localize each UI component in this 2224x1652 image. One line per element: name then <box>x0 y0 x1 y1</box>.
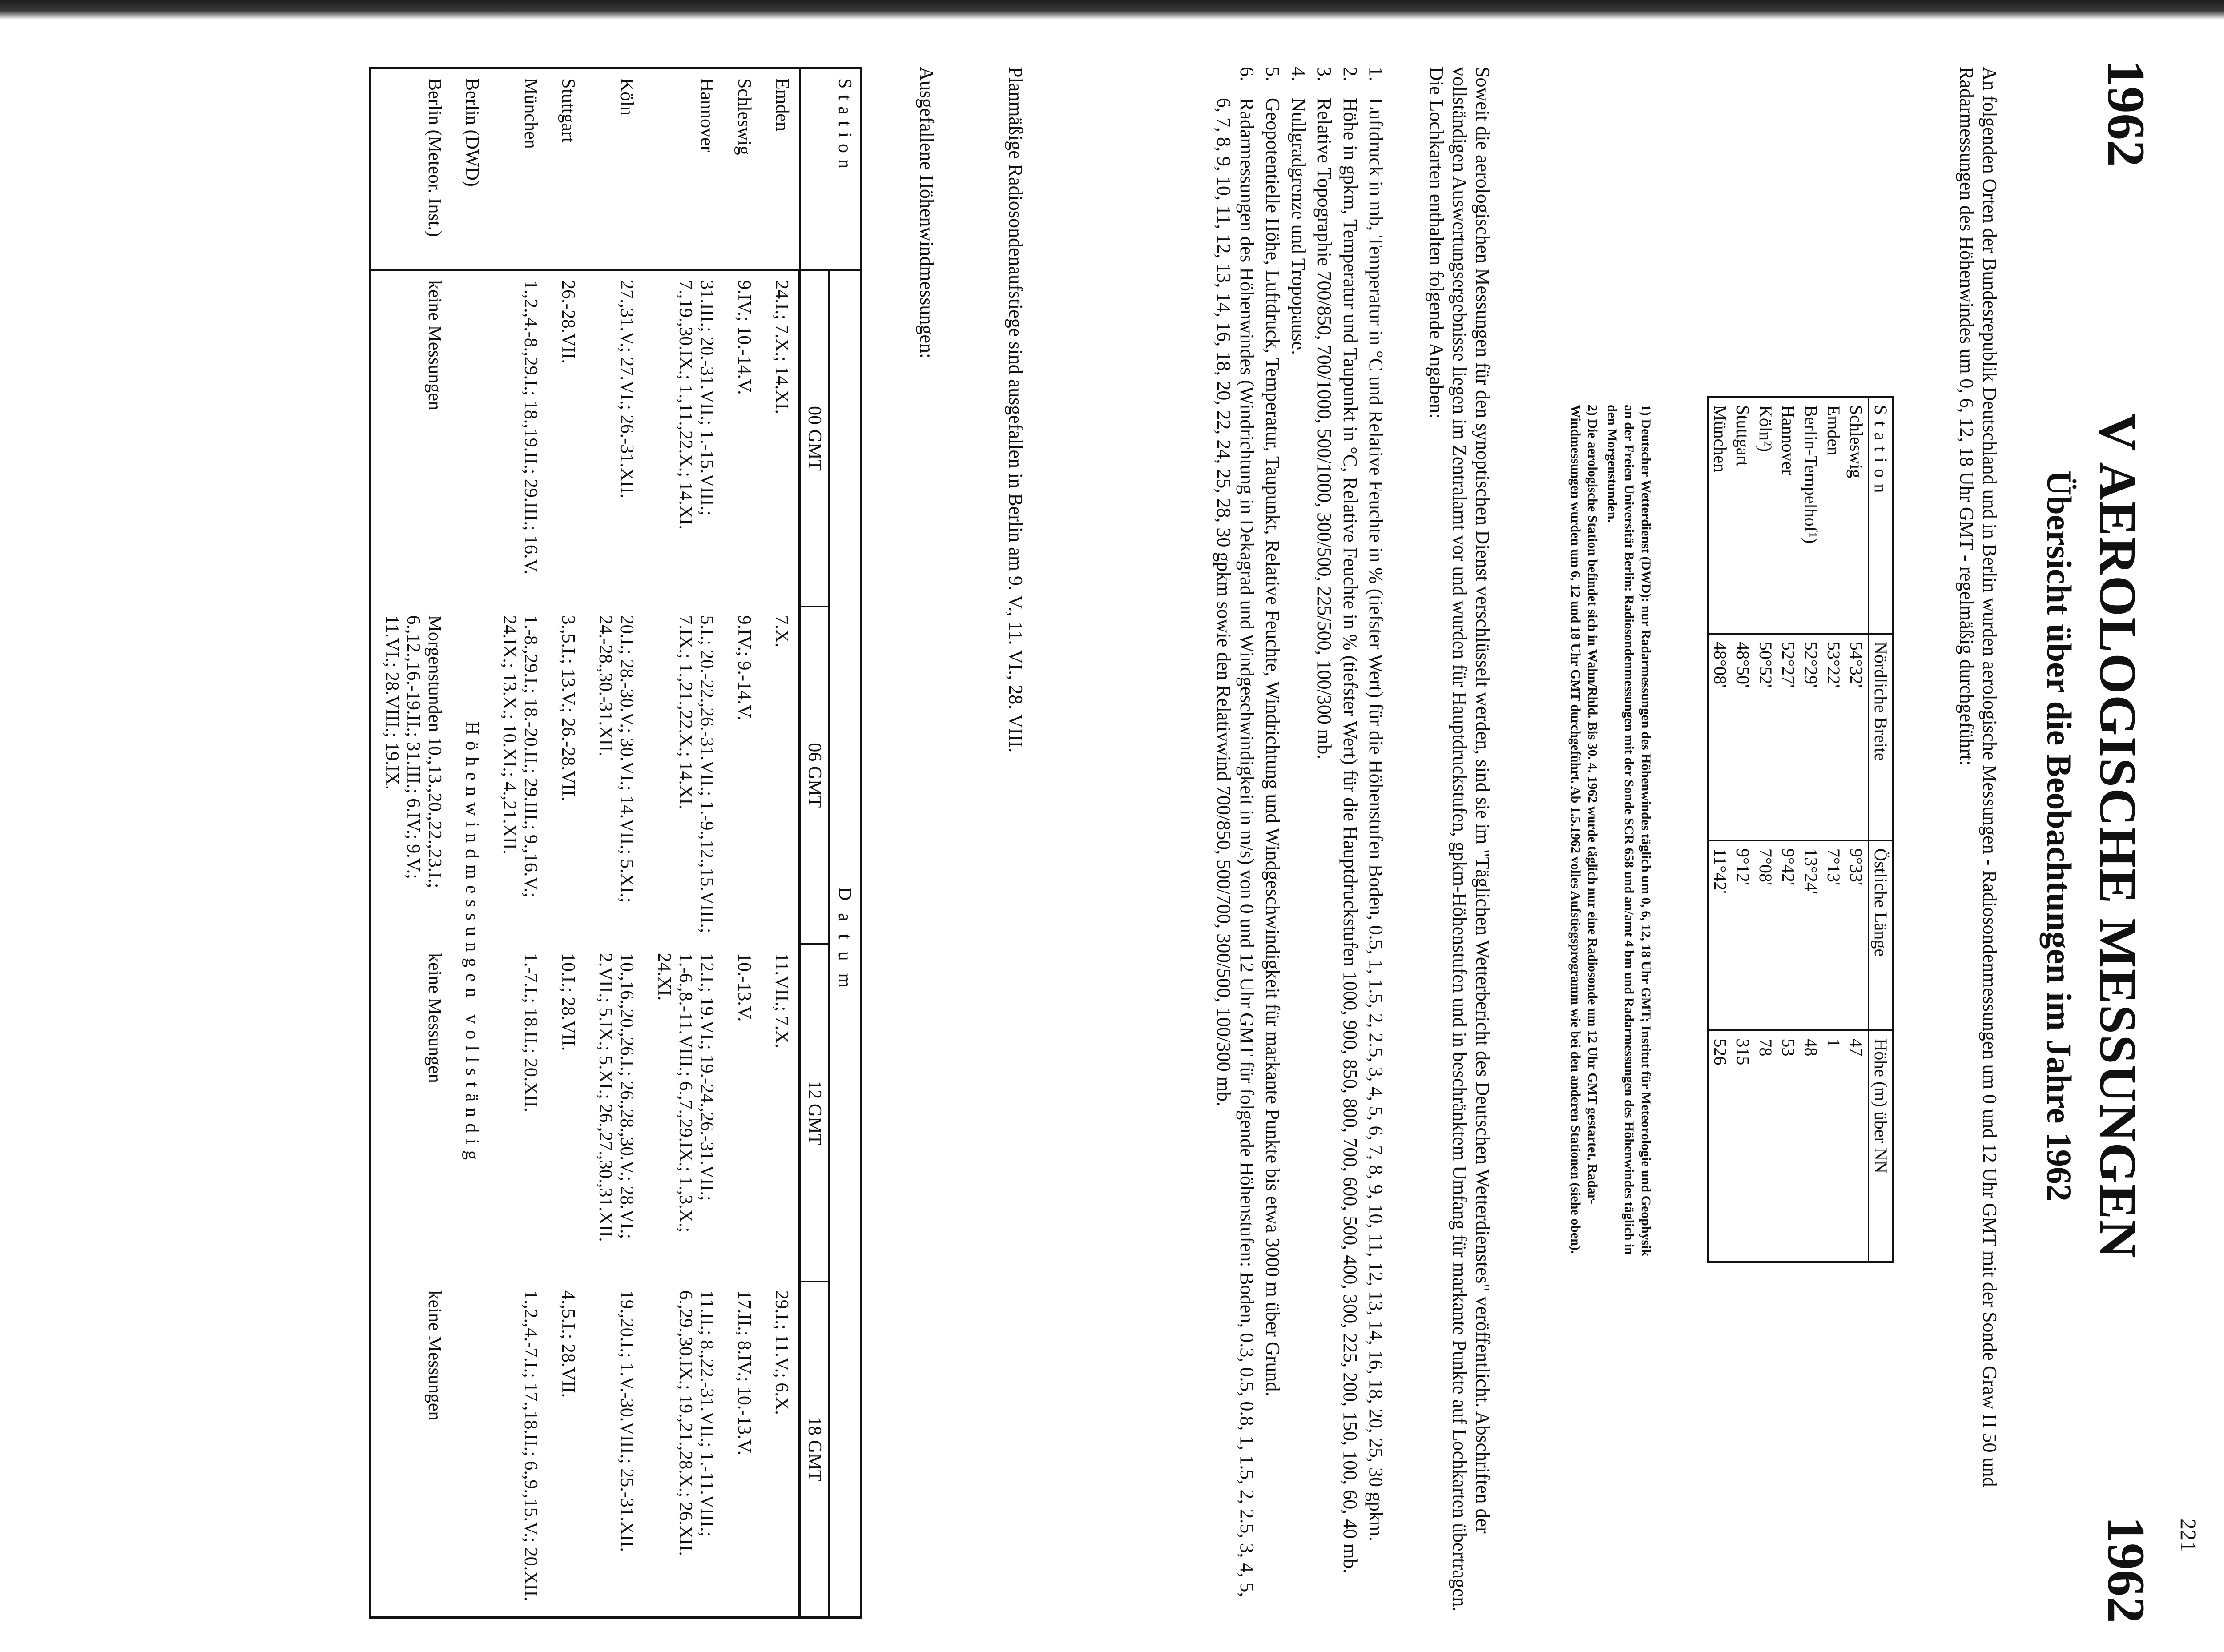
list-item-text: Geopotentielle Höhe, Luftdruck, Temperatur, Taupunkt, Relative Feuchte, Windrichtung und Windgeschwindigkeit für markante Punkte bis etwa 3000 m über Grund. <box>1262 98 1284 1397</box>
table-row <box>548 68 585 1617</box>
coord-footnotes <box>1564 405 1654 1267</box>
date-cell: 10.-13.V. <box>734 953 754 1022</box>
header-18-gmt: 18 GMT <box>800 1282 829 1617</box>
date-cell: 1.,2.,4.-7.I.; 17.,18.II.; 6.,9.,15.V.; 20.XII. <box>520 1290 541 1601</box>
coord-cell-longitude: 9°12' <box>1732 840 1754 1031</box>
coord-table-row <box>1732 397 1754 1262</box>
coord-cell-altitude: 1 <box>1822 1030 1845 1262</box>
station-name-cell: Emden <box>761 68 800 270</box>
coord-cell-longitude: 13°24' <box>1800 840 1822 1031</box>
date-cell: 1.-7.I.; 18.II.; 20.XII. <box>520 953 541 1113</box>
year-header-left: 1962 <box>2097 60 2156 167</box>
punch-card-contents-list <box>1209 67 1387 1614</box>
date-cell: keine Messungen <box>424 953 445 1083</box>
coord-table-row <box>1845 397 1869 1262</box>
list-item-number: 5. <box>1262 67 1284 81</box>
date-cell: 24.I.; 7.X.; 14.XI. <box>771 280 792 414</box>
coord-cell-altitude: 78 <box>1754 1030 1777 1262</box>
coord-cell-altitude: 48 <box>1800 1030 1822 1262</box>
station-name-cell: München <box>489 68 548 270</box>
coord-header-longitude: Östliche Länge <box>1869 840 1894 1031</box>
coord-cell-longitude: 9°42' <box>1777 840 1800 1031</box>
date-cell: 20.I.; 28.-30.V.; 30.VI.; 14.VII.; 5.XI.; 24.-28.,30.-31.XII. <box>595 615 637 903</box>
missing-wind-measurements-title: Ausgefallene Höhenwindmessungen: <box>916 67 938 359</box>
coord-table-body <box>1708 397 1869 1262</box>
station-name-cell: Schleswig <box>724 68 761 270</box>
station-name-cell: Köln <box>585 68 644 270</box>
table-row <box>644 68 724 1617</box>
coord-cell-latitude: 54°32' <box>1845 634 1869 840</box>
coord-cell-station: Stuttgart <box>1733 405 1753 466</box>
list-item <box>1212 67 1258 1614</box>
date-cell: 29.I.; 11.V.; 6.X. <box>771 1290 792 1415</box>
date-cell: 12.I.; 19.VI.; 19.-24.,26.-31.VII.; 1.-6.,8.-11.VIII.; 6.,7.,29.IX.; 1.,3.X.; 24.XI. <box>654 953 717 1233</box>
date-cell: 10.,16.,20.,26.I.; 26.,28.,30.V.; 28.VI.; 2.VII.; 5.IX.; 5.XI.; 26.,27.,30.,31.XII. <box>595 953 637 1242</box>
coord-cell-longitude: 11°42' <box>1708 840 1732 1031</box>
coord-cell-altitude: 526 <box>1708 1030 1732 1262</box>
coord-table-row <box>1754 397 1777 1262</box>
table-row <box>724 68 761 1617</box>
date-cell: 7.X. <box>771 615 792 647</box>
coord-header-station: Station <box>1869 397 1894 634</box>
list-item-text: Relative Topographie 700/850, 700/1000, 500/1000, 300/500, 225/500, 100/300 mb. <box>1313 98 1335 760</box>
main-header-datum: Datum <box>829 270 861 1617</box>
missing-wind-measurements-table <box>369 67 862 1619</box>
date-cell: 10.I.; 28.VII. <box>558 953 578 1051</box>
coord-cell-longitude: 7°13' <box>1822 840 1845 1031</box>
coord-table-row <box>1708 397 1732 1262</box>
date-cell: 11.VII.; 7.X. <box>771 953 792 1049</box>
table-row <box>585 68 644 1617</box>
table-row <box>761 68 800 1617</box>
coord-table-row <box>1777 397 1800 1262</box>
table-row <box>370 68 451 1617</box>
main-header-station: Station <box>800 68 861 270</box>
rotated-document-page <box>35 36 2215 1636</box>
date-cell: 19.,20.I.; 1.V.-30.VIII.; 25.-31.XII. <box>616 1290 637 1552</box>
list-item-number: 1. <box>1365 67 1387 81</box>
coord-cell-station: Berlin-Tempelhof¹) <box>1801 405 1821 544</box>
coord-cell-station: München <box>1710 405 1730 473</box>
station-name-cell: Stuttgart <box>548 68 585 270</box>
coord-cell-station: Hannover <box>1778 405 1798 475</box>
coord-cell-longitude: 7°08' <box>1754 840 1777 1031</box>
date-cell: 9.IV.; 10.-14.V. <box>734 280 754 395</box>
coord-cell-latitude: 48°08' <box>1708 634 1732 840</box>
date-cell: 31.III.; 20.-31.VII.; 1.-15.VIII.; 7.,19.,30.IX.; 1.,11.,22.X.; 14.XI. <box>675 280 717 530</box>
station-name-cell: Hannover <box>644 68 724 270</box>
coord-header-latitude: Nördliche Breite <box>1869 634 1894 840</box>
header-12-gmt: 12 GMT <box>800 944 829 1282</box>
chapter-subtitle: Übersicht über die Beobachtungen im Jahre 1962 <box>2040 470 2079 1202</box>
coord-cell-latitude: 52°27' <box>1777 634 1800 840</box>
list-item-text: Nullgradgrenze und Tropopause. <box>1288 98 1309 355</box>
page-number: 221 <box>2176 1519 2201 1552</box>
intro-paragraph: An folgenden Orten der Bundesrepublik Deutschland und in Berlin wurden aerologische Messungen - Radiosondenmessungen um 0 und 12 Uhr GMT mit der Sonde Graw H 50 und Radarmessungen des Höhenwindes um 0, 6, 12, 18 Uhr GMT - regelmäßig durchgeführt: <box>1956 67 2001 1487</box>
list-item-number: 2. <box>1339 67 1361 81</box>
header-06-gmt: 06 GMT <box>800 606 829 944</box>
list-item <box>1313 67 1336 1614</box>
date-cell: Morgenstunden 10.,13.,20.,22.,23.I.; 6.,12.,16.-19.II.; 31.III.; 6.IV.; 9.V.; 11.VI.; 28.VIII.; 19.IX. <box>382 615 445 888</box>
station-coordinates-table <box>1707 396 1894 1263</box>
list-item-text: Höhe in gpkm, Temperatur und Taupunkt in °C, Relative Feuchte in % (tiefster Wert) für die Hauptdruckstufen 1000, 900, 850, 800, 700, 600, 500, 400, 300, 225, 200, 150, 100, 60, 40 mb. <box>1339 98 1361 1574</box>
coord-table-row <box>1800 397 1822 1262</box>
list-item-text: Luftdruck in mb, Temperatur in °C und Relative Feuchte in % (tiefster Wert) für die Höhenstufen Boden, 0.5, 1, 1.5, 2, 2.5, 3, 4, 5, 6, 7, 8, 9, 10, 11, 12, 13, 14, 16, 18, 20, 25, 30 gpkm. <box>1365 98 1387 1542</box>
station-name-cell: Berlin (DWD) <box>451 68 489 270</box>
coord-cell-latitude: 53°22' <box>1822 634 1845 840</box>
list-item <box>1338 67 1362 1614</box>
coord-cell-station: Köln²) <box>1756 405 1776 452</box>
header-00-gmt: 00 GMT <box>800 270 829 606</box>
date-cell: 1.,2.,4.-8.,29.I.; 18.,19.II.; 29.III.; 16.V. <box>520 280 541 575</box>
chapter-title: V AEROLOGISCHE MESSUNGEN <box>2089 413 2147 1259</box>
date-cell: 4.,5.I.; 28.VII. <box>558 1290 578 1398</box>
list-item <box>1364 67 1387 1614</box>
table-row <box>451 68 489 1617</box>
date-cell: 9.IV.; 9.-14.V. <box>734 615 754 720</box>
coord-header-altitude: Höhe (m) über NN <box>1869 1030 1894 1262</box>
coord-cell-altitude: 315 <box>1732 1030 1754 1262</box>
list-item <box>1287 67 1310 1614</box>
date-cell: 26.-28.VII. <box>558 280 578 364</box>
list-item-number: 6. <box>1236 67 1258 81</box>
coord-table-row <box>1822 397 1845 1262</box>
date-cell: keine Messungen <box>424 280 445 410</box>
footnote-1: 1) Deutscher Wetterdienst (DWD): nur Radarmessungen des Höhenwindes täglich um 0, 6, 12, 18 Uhr GMT; Institut für Meteorologie und Geophysik an der Freien Universität Berlin: Radiosondenmessungen mit der Sonde SCR 658 und an/amt 4 bm und Radarmessungen des Höhenwindes täglich in den Morgenstunden. <box>1605 405 1653 1257</box>
main-paragraph: Soweit die aerologischen Messungen für den synoptischen Dienst verschlüsselt werden, sind sie im "Täglichen Wetterbericht des Deutschen Wetterdienstes" veröffentlicht. Abschriften der vollständigen Auswertungsergebnisse liegen im Zentralamt vor und wurden für Hauptdruckstufen, gpkm-Höhenstufen und in beschränktem Umfang für markante Punkte auf Lochkarten übertragen. Die Lochkarten enthalten folgende Angaben: <box>1426 67 1494 1612</box>
list-item <box>1261 67 1284 1614</box>
coord-cell-latitude: 48°50' <box>1732 634 1754 840</box>
date-cell: 27.,31.V.; 27.VI.; 26.-31.XII. <box>616 280 637 498</box>
station-name-cell: Berlin (Meteor. Inst.) <box>370 68 451 270</box>
date-cell: keine Messungen <box>424 1290 445 1421</box>
date-cell: 5.I.; 20.-22.,26.-31.VII.; 1.-9.,12.,15.VIII.; 7.IX.; 1.,21.,22.X.; 14.XI. <box>675 615 717 933</box>
coord-cell-altitude: 53 <box>1777 1030 1800 1262</box>
date-cell: 1.-8.,29.I.; 18.-20.II.; 29.III.; 9.,16.V.; 24.IX.; 13.X.; 10.XI.; 4.,21.XII. <box>499 615 541 898</box>
coord-cell-station: Emden <box>1824 405 1844 456</box>
date-cell: 3.,5.I.; 13.V.; 26.-28.VII. <box>558 615 578 801</box>
date-cell: 11.II.; 8.,22.-31.VII.; 1.-11.VIII.; 6.,29.,30.IX.; 19.,21.,28.X.; 26.XII. <box>675 1290 717 1556</box>
main-table-body <box>370 68 800 1617</box>
year-header-right: 1962 <box>2097 1516 2156 1623</box>
coord-cell-station: Schleswig <box>1846 405 1866 478</box>
list-item-number: 3. <box>1313 67 1335 81</box>
coord-cell-latitude: 50°52' <box>1754 634 1777 840</box>
table-row <box>489 68 548 1617</box>
list-item-text: Radarmessungen des Höhenwindes (Windrichtung in Dekagrad und Windgeschwindigkeit in m/s) von 0 und 12 Uhr GMT für folgende Höhenstufen: Boden, 0.3, 0.5, 0.8, 1, 1.5, 2, 2.5, 3, 4, 5, 6, 7, 8, 9, 10, 11, 12, 13, 14, 16, 18, 20, 22, 24, 25, 28, 30 gpkm sowie den Relativwind 700/850, 500/700, 300/500, 100/300 mb. <box>1213 98 1258 1597</box>
failed-radiosonde-note: Planmäßige Radiosondenaufstiege sind ausgefallen in Berlin am 9. V., 11. VI., 28. VIII. <box>1005 67 1027 753</box>
footnote-2: 2) Die aerologische Station befindet sich in Wahn/Rhld. Bis 30. 4. 1962 wurde täglich nur eine Radiosonde um 12 Uhr GMT gestartet, Radar-Windmessungen wurden um 6, 12 und 18 Uhr GMT durchgeführt. Ab 1.5.1962 volles Aufstiegsprogramm wie bei den anderen Stationen (siehe oben). <box>1568 405 1600 1254</box>
list-item-number: 4. <box>1288 67 1309 81</box>
coord-cell-altitude: 47 <box>1845 1030 1869 1262</box>
complete-measurements-cell: Höhenwindmessungen vollständig <box>462 721 482 1166</box>
coord-cell-longitude: 9°33' <box>1845 840 1869 1031</box>
date-cell: 17.II.; 8.IV.; 10.-13.V. <box>734 1290 754 1455</box>
coord-cell-latitude: 52°29' <box>1800 634 1822 840</box>
